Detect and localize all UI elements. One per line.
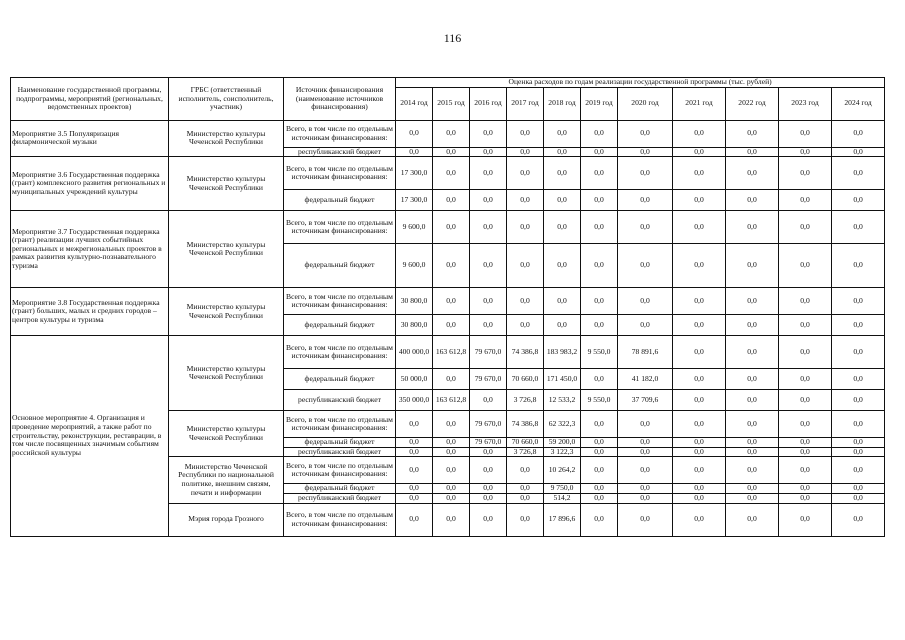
value-cell: 3 726,8: [507, 390, 544, 411]
value-cell: 41 182,0: [618, 369, 673, 390]
value-cell: 0,0: [581, 457, 618, 484]
value-cell: 0,0: [673, 315, 726, 336]
value-cell: 0,0: [673, 447, 726, 457]
value-cell: 0,0: [726, 147, 779, 157]
value-cell: 0,0: [832, 438, 885, 448]
grbs-cell: Министерство культуры Чеченской Республики: [169, 336, 284, 411]
value-cell: 59 200,0: [544, 438, 581, 448]
header-year: 2017 год: [507, 87, 544, 120]
header-row-top: [11, 78, 885, 88]
value-cell: 0,0: [726, 390, 779, 411]
value-cell: 0,0: [470, 484, 507, 494]
value-cell: 171 450,0: [544, 369, 581, 390]
value-cell: 17 896,6: [544, 503, 581, 536]
budget-table: [10, 77, 885, 537]
value-cell: 0,0: [433, 315, 470, 336]
value-cell: 0,0: [618, 438, 673, 448]
value-cell: 0,0: [726, 369, 779, 390]
value-cell: 78 891,6: [618, 336, 673, 369]
header-year: 2020 год: [618, 87, 673, 120]
value-cell: 0,0: [396, 484, 433, 494]
value-cell: 0,0: [726, 438, 779, 448]
source-cell: федеральный бюджет: [284, 484, 396, 494]
value-cell: 350 000,0: [396, 390, 433, 411]
value-cell: 0,0: [433, 493, 470, 503]
value-cell: 0,0: [433, 438, 470, 448]
value-cell: 0,0: [433, 211, 470, 244]
value-cell: 0,0: [507, 190, 544, 211]
header-year: 2024 год: [832, 87, 885, 120]
value-cell: 37 709,6: [618, 390, 673, 411]
value-cell: 0,0: [507, 484, 544, 494]
value-cell: 0,0: [673, 120, 726, 147]
value-cell: 0,0: [544, 315, 581, 336]
value-cell: 0,0: [673, 503, 726, 536]
value-cell: 0,0: [581, 493, 618, 503]
value-cell: 79 670,0: [470, 336, 507, 369]
value-cell: 0,0: [832, 503, 885, 536]
value-cell: 0,0: [832, 147, 885, 157]
value-cell: 0,0: [618, 411, 673, 438]
budget-table-body: [11, 120, 885, 536]
value-cell: 0,0: [726, 503, 779, 536]
source-cell: федеральный бюджет: [284, 190, 396, 211]
value-cell: 0,0: [433, 484, 470, 494]
value-cell: 0,0: [581, 120, 618, 147]
value-cell: 0,0: [832, 190, 885, 211]
value-cell: 0,0: [544, 147, 581, 157]
value-cell: 0,0: [779, 438, 832, 448]
value-cell: 0,0: [544, 190, 581, 211]
value-cell: 0,0: [832, 447, 885, 457]
grbs-cell: Министерство Чеченской Республики по национальной политике, внешним связям, печати и информации: [169, 457, 284, 503]
value-cell: 0,0: [470, 493, 507, 503]
value-cell: 0,0: [433, 157, 470, 190]
value-cell: 0,0: [507, 503, 544, 536]
value-cell: 0,0: [779, 315, 832, 336]
table-row: [11, 211, 885, 244]
value-cell: 0,0: [581, 147, 618, 157]
value-cell: 0,0: [544, 120, 581, 147]
value-cell: 0,0: [832, 457, 885, 484]
value-cell: 62 322,3: [544, 411, 581, 438]
value-cell: 0,0: [832, 390, 885, 411]
value-cell: 0,0: [433, 457, 470, 484]
grbs-cell: Министерство культуры Чеченской Республики: [169, 411, 284, 457]
value-cell: 0,0: [581, 438, 618, 448]
value-cell: 0,0: [726, 336, 779, 369]
header-year: 2015 год: [433, 87, 470, 120]
value-cell: 0,0: [581, 315, 618, 336]
value-cell: 0,0: [396, 120, 433, 147]
header-grbs: ГРБС (ответственный исполнитель, соисполнитель, участник): [169, 78, 284, 121]
value-cell: 30 800,0: [396, 288, 433, 315]
source-cell: республиканский бюджет: [284, 493, 396, 503]
value-cell: 0,0: [433, 288, 470, 315]
value-cell: 0,0: [507, 120, 544, 147]
measure-name: Мероприятие 3.5 Популяризация филармонической музыки: [11, 120, 169, 157]
measure-name: Мероприятие 3.6 Государственная поддержка (грант) комплексного развития региональных и муниципальных учреждений культуры: [11, 157, 169, 211]
source-cell: Всего, в том числе по отдельным источникам финансирования:: [284, 288, 396, 315]
value-cell: 0,0: [779, 157, 832, 190]
value-cell: 0,0: [581, 190, 618, 211]
value-cell: 0,0: [470, 390, 507, 411]
value-cell: 0,0: [726, 190, 779, 211]
value-cell: 0,0: [779, 484, 832, 494]
value-cell: 0,0: [726, 157, 779, 190]
value-cell: 0,0: [396, 493, 433, 503]
value-cell: 74 386,8: [507, 411, 544, 438]
value-cell: 0,0: [618, 493, 673, 503]
value-cell: 0,0: [832, 336, 885, 369]
value-cell: 0,0: [544, 211, 581, 244]
value-cell: 0,0: [832, 157, 885, 190]
value-cell: 0,0: [779, 503, 832, 536]
value-cell: 50 000,0: [396, 369, 433, 390]
value-cell: 183 983,2: [544, 336, 581, 369]
value-cell: 0,0: [832, 493, 885, 503]
value-cell: 0,0: [470, 120, 507, 147]
value-cell: 0,0: [433, 244, 470, 288]
source-cell: федеральный бюджет: [284, 438, 396, 448]
value-cell: 0,0: [618, 288, 673, 315]
value-cell: 0,0: [779, 411, 832, 438]
value-cell: 0,0: [507, 147, 544, 157]
value-cell: 0,0: [581, 411, 618, 438]
value-cell: 0,0: [433, 369, 470, 390]
value-cell: 0,0: [779, 390, 832, 411]
value-cell: 17 300,0: [396, 157, 433, 190]
value-cell: 0,0: [832, 315, 885, 336]
table-row: [11, 336, 885, 369]
value-cell: 9 600,0: [396, 244, 433, 288]
value-cell: 0,0: [507, 288, 544, 315]
value-cell: 0,0: [779, 211, 832, 244]
value-cell: 0,0: [779, 120, 832, 147]
value-cell: 0,0: [396, 457, 433, 484]
value-cell: 0,0: [618, 447, 673, 457]
grbs-cell: Министерство культуры Чеченской Республики: [169, 157, 284, 211]
value-cell: 9 550,0: [581, 390, 618, 411]
value-cell: 0,0: [832, 369, 885, 390]
header-estimate: Оценка расходов по годам реализации государственной программы (тыс. рублей): [396, 78, 885, 88]
value-cell: 0,0: [433, 190, 470, 211]
source-cell: федеральный бюджет: [284, 369, 396, 390]
value-cell: 9 750,0: [544, 484, 581, 494]
value-cell: 0,0: [618, 120, 673, 147]
source-cell: Всего, в том числе по отдельным источникам финансирования:: [284, 457, 396, 484]
value-cell: 0,0: [673, 411, 726, 438]
value-cell: 0,0: [726, 447, 779, 457]
value-cell: 0,0: [673, 457, 726, 484]
value-cell: 0,0: [726, 493, 779, 503]
value-cell: 0,0: [470, 244, 507, 288]
value-cell: 0,0: [470, 157, 507, 190]
value-cell: 0,0: [779, 147, 832, 157]
value-cell: 0,0: [832, 211, 885, 244]
source-cell: Всего, в том числе по отдельным источникам финансирования:: [284, 120, 396, 147]
value-cell: 0,0: [470, 503, 507, 536]
value-cell: 0,0: [832, 288, 885, 315]
source-cell: Всего, в том числе по отдельным источникам финансирования:: [284, 503, 396, 536]
source-cell: Всего, в том числе по отдельным источникам финансирования:: [284, 211, 396, 244]
value-cell: 70 660,0: [507, 438, 544, 448]
value-cell: 74 386,8: [507, 336, 544, 369]
value-cell: 163 612,8: [433, 390, 470, 411]
value-cell: 0,0: [581, 288, 618, 315]
source-cell: Всего, в том числе по отдельным источникам финансирования:: [284, 157, 396, 190]
header-name: Наименование государственной программы, подпрограммы, мероприятий (региональных, ведомственных проектов): [11, 78, 169, 121]
value-cell: 0,0: [433, 411, 470, 438]
value-cell: 0,0: [433, 147, 470, 157]
value-cell: 0,0: [618, 315, 673, 336]
value-cell: 0,0: [779, 288, 832, 315]
value-cell: 0,0: [433, 120, 470, 147]
value-cell: 0,0: [673, 390, 726, 411]
value-cell: 0,0: [673, 438, 726, 448]
header-year: 2021 год: [673, 87, 726, 120]
value-cell: 0,0: [470, 147, 507, 157]
source-cell: республиканский бюджет: [284, 147, 396, 157]
value-cell: 0,0: [507, 244, 544, 288]
measure-name: Мероприятие 3.7 Государственная поддержка (грант) реализации лучших событийных региональных и межрегиональных проектов в рамках развития культурно-познавательного туризма: [11, 211, 169, 288]
table-row: [11, 157, 885, 190]
value-cell: 0,0: [779, 369, 832, 390]
value-cell: 0,0: [726, 315, 779, 336]
source-cell: Всего, в том числе по отдельным источникам финансирования:: [284, 411, 396, 438]
header-year: 2023 год: [779, 87, 832, 120]
value-cell: 0,0: [433, 503, 470, 536]
source-cell: республиканский бюджет: [284, 390, 396, 411]
value-cell: 0,0: [673, 493, 726, 503]
value-cell: 9 600,0: [396, 211, 433, 244]
value-cell: 0,0: [544, 288, 581, 315]
value-cell: 0,0: [832, 484, 885, 494]
value-cell: 0,0: [779, 457, 832, 484]
value-cell: 30 800,0: [396, 315, 433, 336]
value-cell: 0,0: [581, 211, 618, 244]
value-cell: 0,0: [618, 503, 673, 536]
header-year: 2016 год: [470, 87, 507, 120]
measure-name: Основное мероприятие 4. Организация и проведение мероприятий, а также работ по строительству, реконструкции, реставрации, в том числе посвященных значимым событиям российской культуры: [11, 336, 169, 536]
value-cell: 0,0: [673, 211, 726, 244]
value-cell: 0,0: [470, 315, 507, 336]
value-cell: 163 612,8: [433, 336, 470, 369]
value-cell: 0,0: [507, 157, 544, 190]
value-cell: 0,0: [581, 447, 618, 457]
source-cell: республиканский бюджет: [284, 447, 396, 457]
header-year: 2019 год: [581, 87, 618, 120]
value-cell: 0,0: [673, 288, 726, 315]
value-cell: 0,0: [779, 244, 832, 288]
value-cell: 0,0: [673, 157, 726, 190]
value-cell: 0,0: [507, 315, 544, 336]
table-row: [11, 288, 885, 315]
value-cell: 0,0: [618, 157, 673, 190]
source-cell: федеральный бюджет: [284, 315, 396, 336]
value-cell: 70 660,0: [507, 369, 544, 390]
value-cell: 17 300,0: [396, 190, 433, 211]
value-cell: 0,0: [507, 211, 544, 244]
value-cell: 12 533,2: [544, 390, 581, 411]
value-cell: 0,0: [726, 484, 779, 494]
value-cell: 0,0: [581, 244, 618, 288]
value-cell: 0,0: [779, 493, 832, 503]
value-cell: 0,0: [581, 369, 618, 390]
value-cell: 0,0: [618, 244, 673, 288]
grbs-cell: Мэрия города Грозного: [169, 503, 284, 536]
source-cell: федеральный бюджет: [284, 244, 396, 288]
header-year: 2022 год: [726, 87, 779, 120]
value-cell: 0,0: [726, 244, 779, 288]
value-cell: 0,0: [673, 147, 726, 157]
value-cell: 0,0: [779, 336, 832, 369]
grbs-cell: Министерство культуры Чеченской Республики: [169, 211, 284, 288]
value-cell: 9 550,0: [581, 336, 618, 369]
value-cell: 0,0: [726, 211, 779, 244]
value-cell: 0,0: [618, 457, 673, 484]
value-cell: 0,0: [726, 120, 779, 147]
value-cell: 0,0: [544, 244, 581, 288]
value-cell: 0,0: [779, 190, 832, 211]
value-cell: 0,0: [832, 244, 885, 288]
value-cell: 0,0: [618, 211, 673, 244]
source-cell: Всего, в том числе по отдельным источникам финансирования:: [284, 336, 396, 369]
value-cell: 0,0: [396, 503, 433, 536]
value-cell: 0,0: [726, 411, 779, 438]
value-cell: 0,0: [507, 457, 544, 484]
value-cell: 3 122,3: [544, 447, 581, 457]
value-cell: 0,0: [673, 190, 726, 211]
value-cell: 0,0: [832, 411, 885, 438]
value-cell: 0,0: [832, 120, 885, 147]
value-cell: 400 000,0: [396, 336, 433, 369]
value-cell: 0,0: [581, 503, 618, 536]
measure-name: Мероприятие 3.8 Государственная поддержка (грант) больших, малых и средних городов – центров культуры и туризма: [11, 288, 169, 336]
value-cell: 0,0: [433, 447, 470, 457]
value-cell: 0,0: [396, 438, 433, 448]
value-cell: 0,0: [673, 369, 726, 390]
value-cell: 0,0: [779, 447, 832, 457]
value-cell: 0,0: [581, 484, 618, 494]
value-cell: 79 670,0: [470, 369, 507, 390]
value-cell: 3 726,8: [507, 447, 544, 457]
value-cell: 0,0: [618, 190, 673, 211]
value-cell: 0,0: [470, 190, 507, 211]
value-cell: 10 264,2: [544, 457, 581, 484]
value-cell: 0,0: [396, 147, 433, 157]
value-cell: 0,0: [544, 157, 581, 190]
header-year: 2018 год: [544, 87, 581, 120]
page-number: 116: [443, 31, 462, 45]
value-cell: 0,0: [470, 447, 507, 457]
value-cell: 0,0: [581, 157, 618, 190]
grbs-cell: Министерство культуры Чеченской Республики: [169, 288, 284, 336]
value-cell: 0,0: [470, 211, 507, 244]
value-cell: 0,0: [673, 244, 726, 288]
header-source: Источник финансирования (наименование источников финансирования): [284, 78, 396, 121]
value-cell: 0,0: [470, 288, 507, 315]
value-cell: 0,0: [507, 493, 544, 503]
value-cell: 0,0: [396, 447, 433, 457]
value-cell: 0,0: [726, 457, 779, 484]
value-cell: 0,0: [673, 336, 726, 369]
value-cell: 0,0: [470, 457, 507, 484]
value-cell: 0,0: [726, 288, 779, 315]
header-year: 2014 год: [396, 87, 433, 120]
value-cell: 0,0: [618, 484, 673, 494]
value-cell: 79 670,0: [470, 438, 507, 448]
value-cell: 0,0: [618, 147, 673, 157]
value-cell: 0,0: [673, 484, 726, 494]
grbs-cell: Министерство культуры Чеченской Республики: [169, 120, 284, 157]
value-cell: 0,0: [396, 411, 433, 438]
value-cell: 79 670,0: [470, 411, 507, 438]
value-cell: 514,2: [544, 493, 581, 503]
table-row: [11, 120, 885, 147]
